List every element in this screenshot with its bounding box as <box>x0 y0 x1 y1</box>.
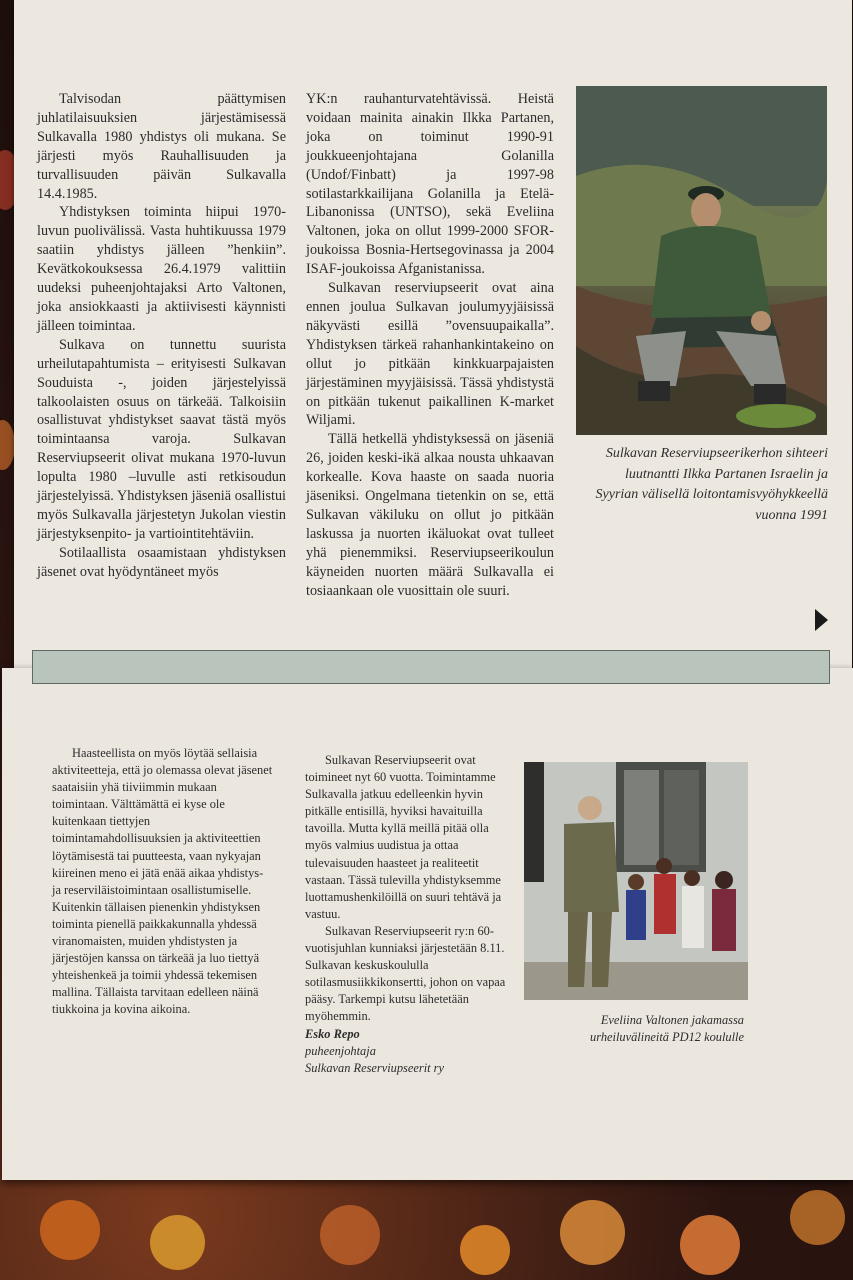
article-bottom-column-1 <box>52 745 274 1019</box>
photo-illustration <box>576 86 827 435</box>
photo-caption: Sulkavan Reserviupseerikerhon sihteeri luutnantti Ilkka Partanen Israelin ja Syyrian välisellä loitontamisvyöhykkeellä vuonna 1991 <box>595 446 828 523</box>
continue-arrow-icon <box>815 609 828 631</box>
paragraph: Yhdistyksen toiminta hiipui 1970-luvun puolivälissä. Vasta huhtikuussa 1979 saatiin yhdistys jälleen ”henkiin”. Kevätkokouksessa 26.4.1979 valittiin uudeksi puheenjohtajaksi Arto Valtonen, joka ansiokkaasti ja aktiivisesti käynnisti jälleen toimintaa. <box>37 204 286 334</box>
photo-illustration <box>524 762 748 1000</box>
paragraph: Haasteellista on myös löytää sellaisia aktiviteetteja, että jo olemassa olevat jäsenet saataisiin yhä tiiviimmin mukaan toimintaan. Välttämättä ei kyse ole kuitenkaan tiettyjen toimintamahdollisuuksien ja aktiviteettien löytämisestä tai puutteesta, vaan nykyajan kiireinen meno ei jätä enää aikaa yhdistys- ja reserviläistoimintaan osallistumiselle. Kuitenkin tällaisen pienenkin yhdistyksen toiminta pienellä paikkakunnalla yhdessä viranomaisten, muiden yhdistysten ja järjestöjen kanssa on tärkeää ja luo tiettyä yhteishenkeä ja toimii yhdessä tekemisen mallina. Tällaista tarvitaan edelleen näinä tiukkoina ja kovina aikoina. <box>52 746 273 1017</box>
photo-soldier-sitting <box>576 86 827 435</box>
signature-name: Esko Repo <box>305 1026 360 1041</box>
article-bottom-column-2 <box>305 752 515 1077</box>
paragraph: Sotilaallista osaamistaan yhdistyksen jäsenet ovat hyödyntäneet myös <box>37 544 286 580</box>
paragraph: YK:n rauhanturvatehtävissä. Heistä voidaan mainita ainakin Ilkka Partanen, joka on toiminut 1990-91 joukkueenjohtajana Golanilla (Undof/Finbatt) ja 1997-98 sotilastarkkailijana Golanilla ja Etelä-Libanonissa (UNTSO), sekä Eveliina Valtonen, joka on ollut 1999-2000 SFOR-joukoissa Bosnia-Hertsegovinassa ja 2004 ISAF-joukoissa Afganistanissa. <box>306 91 554 278</box>
paragraph: Sulkavan reserviupseerit ovat aina ennen joulua Sulkavan joulumyyjäisissä näkyvästi esillä ”ovensuupaikalla”. Yhdistyksen tärkeä rahanhankintakeino on ollut jo pitkään kinkkuarpajaisten järjestäminen myyjäisissä. Tässä yhdistystä on pitkään tukenut paikallinen K-market Wiljami. <box>306 280 554 429</box>
paragraph: Sulkavan Reserviupseerit ry:n 60-vuotisjuhlan kunniaksi järjestetään 8.11. Sulkavan keskuskoululla sotilasmusiikkikonsertti, johon on vapaa pääsy. Tarkempi kutsu lähetetään myöhemmin. <box>305 923 506 1024</box>
section-divider-band <box>32 650 830 684</box>
paragraph: Sulkavan Reserviupseerit ovat toimineet nyt 60 vuotta. Toimintamme Sulkavalla jatkuu edelleenkin hyvin pitkälle entisillä, hyviksi havaituilla tavoilla. Mutta kyllä meillä pitää olla myös valmius uudistua ja ottaa tulevaisuuden haasteet ja realiteetit vastaan. Tässä tulevilla yhdistyksemme luottamushenkilöillä on suuri tehtävä ja vastuu. <box>305 753 502 921</box>
paragraph: Sulkava on tunnettu suurista urheilutapahtumista – erityisesti Sulkavan Souduista -, joiden järjestelyissä talkoolaisten osuus on tärkeää. Talkoisiin osallistuvat yhdistykset saavat tästä myös toimintaansa varoja. Sulkavan Reserviupseerit olivat mukana 1970-luvun lopulta 1980 –luvulle asti retkisoudun järjestelyissä. Yhdistyksen jäseniä osallistui myös Sulkavalla järjestetyn Jukolan viestin järjestyksenpito- ja vartiointitehtäviin. <box>37 336 286 542</box>
article-column-2 <box>306 90 554 600</box>
photo-caption: Eveliina Valtonen jakamassa urheiluvälineitä PD12 koululle <box>590 1013 744 1044</box>
article-column-1 <box>37 90 286 582</box>
paragraph: Tällä hetkellä yhdistyksessä on jäseniä 26, joiden keski-ikä alkaa nousta uhkaavan korkealle. Kova haaste on saada nuoria jäseniksi. Ongelmana tietenkin on se, että Sulkavan väkiluku on ollut jo pitkään laskussa ja nuorten ikäluokat ovat tulleet yhä pienemmiksi. Reserviupseerikoulun käyneiden nuorten määrä Sulkavalla ei tosiaankaan ole vuosittain ole suuri. <box>306 431 554 599</box>
signature-title: puheenjohtaja <box>305 1043 376 1058</box>
photo-soldier-with-children <box>524 762 748 1000</box>
signature-org: Sulkavan Reserviupseerit ry <box>305 1060 445 1075</box>
paragraph: Talvisodan päättymisen juhlatilaisuuksien järjestämisessä Sulkavalla 1980 yhdistys oli mukana. Se järjesti myös Rauhallisuuden ja turvallisuuden päivän Sulkavalla 14.4.1985. <box>37 91 286 202</box>
